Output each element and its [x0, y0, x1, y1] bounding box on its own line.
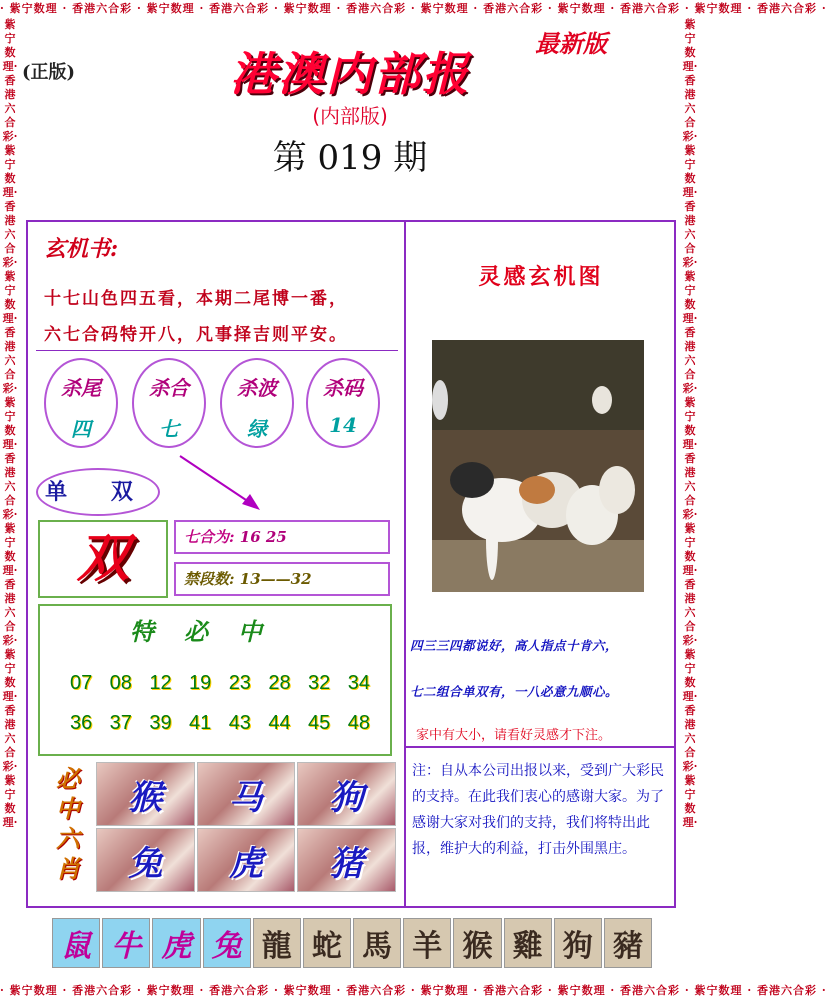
number-item: 32 — [308, 672, 331, 694]
number-item: 34 — [347, 672, 370, 694]
odd-even-oval: 单 双 — [36, 468, 160, 516]
kill-range-label: 禁段数: — [184, 570, 235, 588]
seven-combo-box — [174, 520, 390, 554]
panel-divider — [404, 222, 406, 906]
inspiration-line-1: 四三三四都说好，高人指点十肯六， — [410, 638, 619, 653]
notice-text: 注：自从本公司出报以来，受到广大彩民的支持。在此我们衷心的感谢大家。为了感谢大家对我们的支持，我们将特出此报，维护大的利益，打击外围黑庄。 — [412, 763, 664, 857]
kill-range-box — [174, 562, 390, 596]
seven-combo-value: 16 25 — [239, 528, 287, 546]
zodiac-goat: 羊 — [403, 918, 451, 968]
zodiac-ox: 牛 — [102, 918, 150, 968]
number-item: 44 — [268, 712, 291, 734]
big-char-box — [38, 520, 168, 598]
oval-value: 绿 — [247, 417, 267, 441]
zodiac-cell: 狗 — [297, 762, 396, 826]
six-zodiac-grid — [96, 762, 396, 892]
special-numbers-title: 特必中 — [130, 617, 292, 646]
page-subtitle: (内部版) — [312, 104, 388, 128]
number-item: 41 — [189, 712, 212, 734]
number-item: 36 — [70, 712, 93, 734]
zodiac-cell: 马 — [197, 762, 296, 826]
section-divider — [36, 350, 398, 351]
number-item: 07 — [70, 672, 93, 694]
zodiac-dragon: 龍 — [253, 918, 301, 968]
number-item: 43 — [228, 712, 251, 734]
zodiac-tiger: 虎 — [152, 918, 200, 968]
oval-value: 四 — [71, 417, 91, 441]
goats-photo — [432, 340, 644, 592]
zodiac-horse: 馬 — [353, 918, 401, 968]
number-item: 19 — [189, 672, 212, 694]
right-border-strip: 紫宁数理·香港六合彩·紫宁数理·香港六合彩·紫宁数理·香港六合彩·紫宁数理·香港六合彩·紫宁数理·香港六合彩·紫宁数理·香港六合彩·紫宁数理· — [682, 18, 698, 829]
latest-edition-label: 最新版 — [535, 29, 607, 58]
number-item: 23 — [228, 672, 251, 694]
kill-tail-oval — [44, 358, 118, 448]
bottom-border-strip: · 紫宁数理 · 香港六合彩 · 紫宁数理 · 香港六合彩 · 紫宁数理 · 香港六合彩 · 紫宁数理 · 香港六合彩 · 紫宁数理 · 香港六合彩 · 紫宁数理 · 香港六合彩 · — [0, 984, 827, 997]
number-item: 28 — [268, 672, 291, 694]
special-numbers-row-2 — [70, 712, 370, 735]
issue-number: 第 019 期 — [272, 138, 428, 178]
oval-value: 七 — [159, 417, 179, 441]
left-border-strip: 紫宁数理·香港六合彩·紫宁数理·香港六合彩·紫宁数理·香港六合彩·紫宁数理·香港六合彩·紫宁数理·香港六合彩·紫宁数理·香港六合彩·紫宁数理· — [2, 18, 18, 829]
top-border-strip: · 紫宁数理 · 香港六合彩 · 紫宁数理 · 香港六合彩 · 紫宁数理 · 香港六合彩 · 紫宁数理 · 香港六合彩 · 紫宁数理 · 香港六合彩 · 紫宁数理 · 香港六合彩 · — [0, 2, 827, 15]
zodiac-cell: 猪 — [297, 828, 396, 892]
edition-label: (正版) — [22, 62, 76, 83]
zodiac-cell: 猴 — [96, 762, 195, 826]
kill-number-oval — [306, 358, 380, 448]
zodiac-dog: 狗 — [554, 918, 602, 968]
big-char: 双 — [76, 528, 129, 589]
oval-title: 杀合 — [149, 376, 189, 400]
inspiration-title: 灵感玄机图 — [478, 264, 604, 290]
oval-value: 14 — [329, 413, 357, 437]
kill-combo-oval — [132, 358, 206, 448]
special-numbers-row-1 — [70, 672, 370, 695]
kill-wave-oval — [220, 358, 294, 448]
zodiac-rat: 鼠 — [52, 918, 100, 968]
inspiration-line-2: 七二组合单双有，一八必意九顺心。 — [410, 684, 619, 699]
oval-title: 杀波 — [237, 376, 277, 400]
number-item: 48 — [347, 712, 370, 734]
number-item: 37 — [109, 712, 132, 734]
number-item: 39 — [149, 712, 172, 734]
oval-title: 杀码 — [323, 376, 363, 400]
page-title: 港澳内部报 — [230, 47, 470, 101]
zodiac-rooster: 雞 — [504, 918, 552, 968]
kill-range-value: 13——32 — [239, 570, 312, 588]
inspiration-note: 家中有大小，请看好灵感才下注。 — [416, 728, 612, 743]
zodiac-pig: 豬 — [604, 918, 652, 968]
number-item: 45 — [308, 712, 331, 734]
oracle-heading: 玄机书: — [44, 236, 119, 262]
zodiac-monkey: 猴 — [453, 918, 501, 968]
seven-combo-label: 七合为: — [184, 528, 235, 546]
oracle-line-1: 十七山色四五看，本期二尾博一番， — [44, 289, 348, 309]
arrow-icon — [176, 452, 266, 516]
right-divider — [406, 746, 676, 748]
oracle-line-2: 六七合码特开八，凡事择吉则平安。 — [44, 325, 348, 345]
number-item: 12 — [149, 672, 172, 694]
oval-title: 杀尾 — [61, 376, 101, 400]
zodiac-cell: 虎 — [197, 828, 296, 892]
zodiac-bar — [52, 918, 652, 968]
zodiac-cell: 兔 — [96, 828, 195, 892]
zodiac-rabbit: 兔 — [203, 918, 251, 968]
number-item: 08 — [109, 672, 132, 694]
zodiac-snake: 蛇 — [303, 918, 351, 968]
six-zodiac-label: 必中六肖 — [56, 764, 80, 883]
